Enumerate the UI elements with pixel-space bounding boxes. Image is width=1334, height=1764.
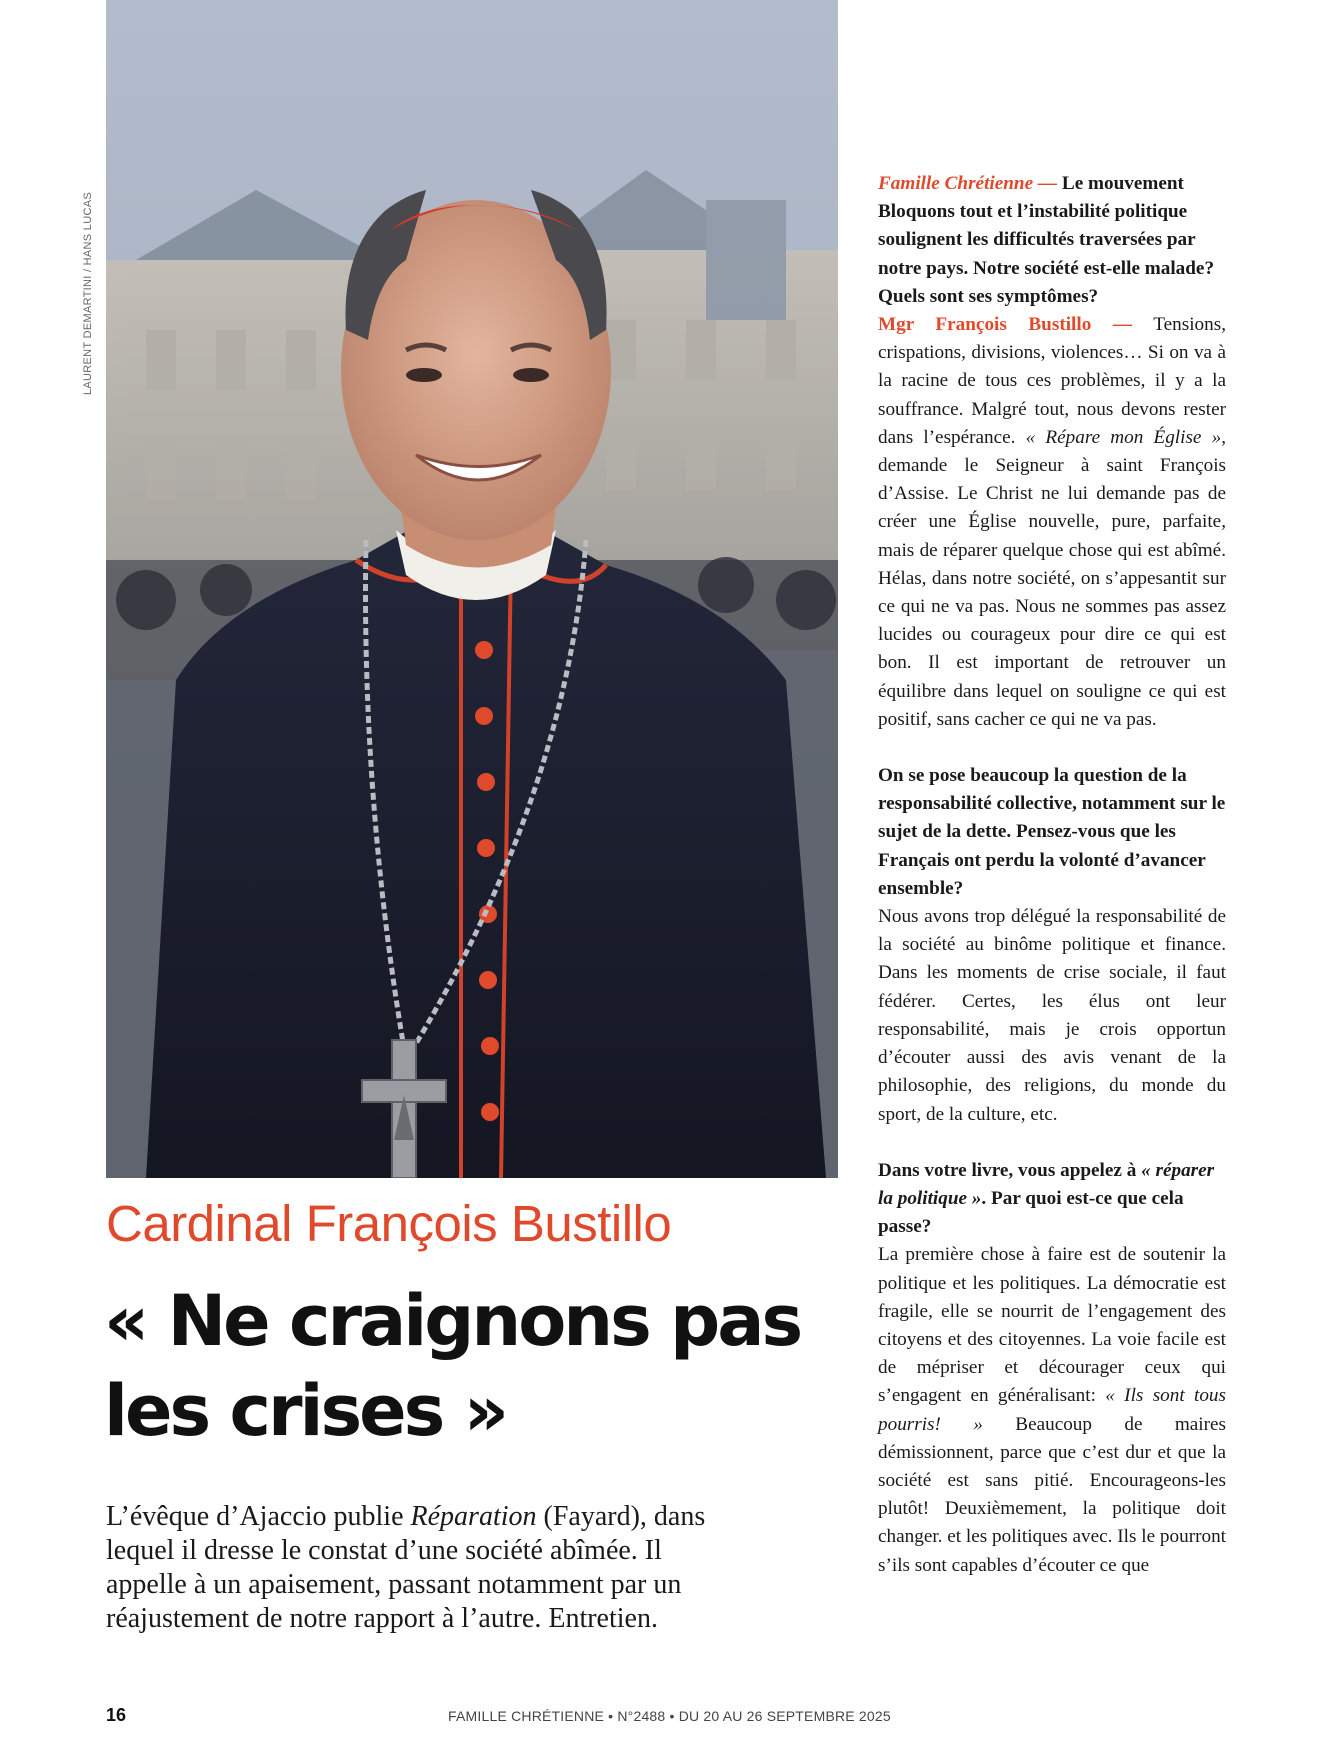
interview-column (878, 170, 1226, 1580)
answer-1 (878, 311, 1226, 734)
answer-1-text-a: Tensions, crispations, divisions, violences… Si on va à la racine de tous ces problèmes, il y a la souffrance. Malgré tout, nous devons rester dans l’espérance. (878, 314, 1226, 448)
page-number: 16 (106, 1705, 127, 1725)
standfirst (106, 1500, 716, 1636)
standfirst-text-before: L’évêque d’Ajaccio publie (106, 1501, 411, 1532)
cardinal-portrait-photo (106, 0, 838, 1178)
book-title: Réparation (410, 1501, 537, 1532)
question-3-text-b: . Par quoi est-ce que cela passe? (878, 1187, 1184, 1238)
answer-1-quote: « Répare mon Église » (1025, 426, 1222, 448)
answer-3-text-b: Beaucoup de maires démissionnent, parce que c’est dur et que la société est sans pitié. Encourageons-les plutôt! Deuxièmement, la politique doit changer. et les politiques avec. Ils le pourront s’ils sont capables d’écouter ce que (878, 1413, 1227, 1576)
question-1 (878, 170, 1226, 311)
answer-3-quote: « Ils sont tous pourris! » (878, 1385, 1226, 1435)
headline: « Ne craignons pas les crises » (104, 1280, 801, 1452)
question-1-text: Le mouvement Bloquons tout et l’instabilité politique soulignent les difficultés traversées par notre pays. Notre société est-elle malade? Quels sont ses symptômes? (878, 173, 1215, 307)
page-footer (0, 1705, 1334, 1735)
interviewee-label: Mgr François Bustillo — (878, 314, 1133, 336)
kicker-title: Cardinal François Bustillo (106, 1195, 672, 1252)
standfirst-text-after: (Fayard), dans lequel il dresse le constat d’une société abîmée. Il appelle à un apaisement, passant notamment par un réajustement de notre rapport à l’autre. Entretien. (106, 1501, 706, 1634)
answer-3-text-a: La première chose à faire est de soutenir la politique et les politiques. La démocratie est fragile, elle se nourrit de l’engagement des citoyens et des citoyennes. La voie facile est de mépriser et décourager ceux qui s’engagent en généralisant: (878, 1244, 1226, 1407)
question-3-text-a: Dans votre livre, vous appelez à (878, 1159, 1142, 1181)
answer-2: Nous avons trop délégué la responsabilité de la société au binôme politique et finance. Dans les moments de crise sociale, il faut fédérer. Certes, les élus ont leur responsabilité, mais je crois opportun d’écouter aussi des avis venant de la philosophie, des religions, du monde du sport, de la culture, etc. (878, 906, 1226, 1125)
answer-1-text-b: , demande le Seigneur à saint François d’Assise. Le Christ ne lui demande pas de créer une Église nouvelle, pure, parfaite, mais de réparer quelque chose qui est abîmé. Hélas, dans notre société, on s’appesantit sur ce qui ne va pas. Nous ne sommes pas assez lucides ou courageux pour dire ce qui est bon. Il est important de retrouver un équilibre dans lequel on souligne ce qui est positif, sans cacher ce qui ne va pas. (878, 426, 1226, 730)
photo-credit: LAURENT DEMARTINI / HANS LUCAS (82, 192, 94, 395)
question-3 (878, 1157, 1226, 1242)
answer-3 (878, 1241, 1226, 1579)
masthead-issue: FAMILLE CHRÉTIENNE • N°2488 • DU 20 AU 26 SEPTEMBRE 2025 (448, 1708, 891, 1724)
question-3-quote: « réparer la politique » (878, 1159, 1215, 1209)
question-2: On se pose beaucoup la question de la responsabilité collective, notamment sur le sujet de la dette. Pensez-vous que les Français ont perdu la volonté d’avancer ensemble? (878, 765, 1226, 899)
interviewer-label: Famille Chrétienne — (878, 173, 1058, 194)
